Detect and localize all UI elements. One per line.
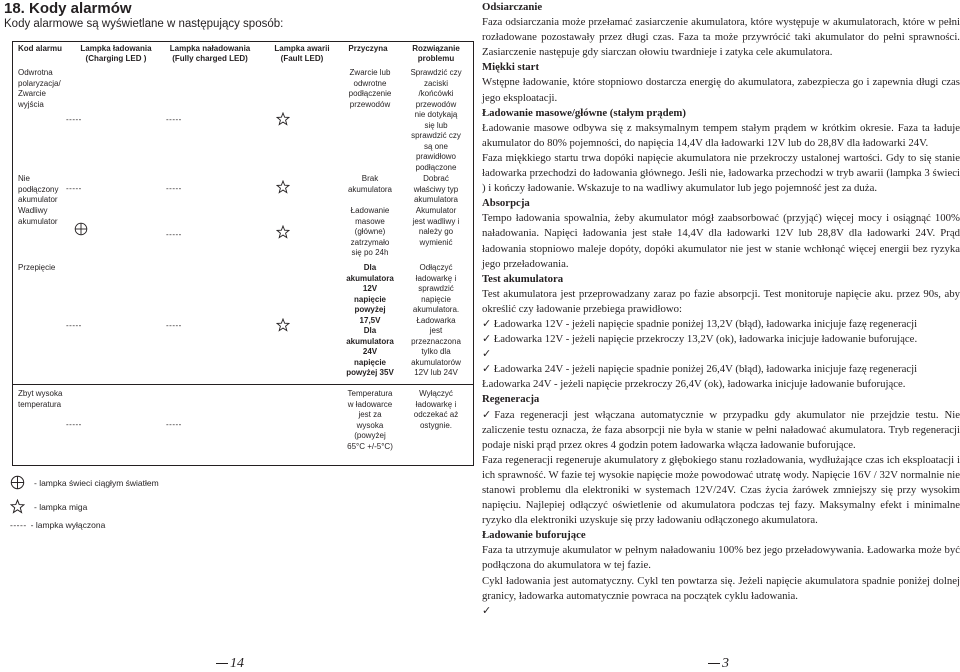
cell-line: akumulatora. [412,305,460,314]
legend-off [10,520,105,530]
blink-star-icon [10,499,25,514]
cell-line: temperatura [18,399,62,409]
header-charged-led: Lampka naładowania (Fully charged LED) [169,44,251,63]
cell-line: powyżej [354,305,386,314]
cell-line: zatrzymało [350,237,390,247]
legend-solid-label: - lampka świeci ciągłym światłem [34,477,159,488]
charged-led-off: ----- [166,115,182,124]
cell-line: przewodów [415,99,457,109]
cell-line: tylko dla [421,347,451,356]
cell-line: 17,5V [359,315,381,325]
cell-line: Sprawdzić czy [410,68,462,77]
cell-line: ładowarkę i [415,273,457,283]
cell-line: jest [429,326,443,335]
solution-battery-disconnected [401,174,471,206]
charging-led-off: ----- [66,184,82,193]
cell-line: są one [423,141,449,151]
blink-star-icon [276,225,290,239]
cell-line: masowe [355,216,385,226]
cell-line: Wyłączyć [419,389,453,398]
cell-line: podłączenie [348,89,392,98]
cell-line: odwrotne [353,78,387,88]
blink-star-icon [276,318,290,332]
header-cause: Przyczyna [348,44,388,53]
checklist-item: ✓ Ładowarka 12V - jeżeli napięcie przekroczy 13,2V (ok), ładowarka inicjuje ładowanie buforujące. [482,333,918,346]
section-heading: Miękki start [482,61,540,74]
cell-line: Wadliwy [18,206,48,215]
cause-faulty-battery [344,206,396,259]
section-heading: Ładowanie masowe/główne (stałym prądem) [482,106,686,119]
cell-line: sprawdzić [418,284,454,293]
alarm-code-overtemperature [18,389,76,410]
solution-reverse-polarity [401,68,471,173]
section-heading: Odsiarczanie [482,1,543,13]
cell-line: w ładowarce [347,399,393,409]
cause-overvoltage [344,263,396,379]
paragraph: Faza odsiarczania może przełamać zasiarczenie akumulatora, które występuje w akumulatorach, które w pełni rozładowane pozostawały przez długi czas. Faza ta może przywrócić taki akumulator do pełni sprawności. Zasiarczenie następuje gdy siarczan ołowiu twardnieje i zatyka cele akumulatora. [482,16,960,59]
legend-off-label: - lampka wyłączona [30,520,106,530]
legend-blink [10,499,87,514]
right-page [482,0,960,672]
charged-led-off: ----- [166,184,182,193]
cell-line: Zwarcie lub [349,68,391,77]
section-intro: Kody alarmowe są wyświetlane w następujący sposób: [4,18,284,30]
section-heading: Ładowanie buforujące [482,529,586,542]
solid-light-icon [10,475,25,490]
cell-line: akumulatora [413,195,459,204]
cause-reverse-polarity [344,68,396,110]
cell-line: polaryzacja/ [18,78,61,88]
cell-line: akumulatora [347,184,393,194]
cell-line: Nie [18,174,31,183]
blink-star-icon [276,180,290,194]
cell-line: akumulatora [346,336,394,346]
paragraph: Tempo ładowania spowalnia, żeby akumulator mógł zaabsorbować (przyjąć) więcej mocy i osiągnąć 100% naładowania. Napięci ładowania jest stałe 14,4V dla ładowarki 12V lub 28,8V dla ładowarki 24V. Prąd ładowania stopniowo maleje dopóty, dopóki akumulator nie jest w stanie wchłonąć więcej energii bez ryzyka jego przeładowania. [482,212,960,270]
cell-line: ładowarkę i [415,399,457,409]
cell-line: właściwy typ [413,184,459,194]
cell-line: Brak [361,174,379,183]
cell-line: Zwarcie [18,89,47,98]
header-alarm-code: Kod alarmu [18,44,63,53]
cell-line: ostygnie. [419,420,453,430]
cell-line: (powyżej [354,431,386,440]
section-heading: Absorpcja [482,197,530,210]
cell-line: Przepięcie [18,263,56,272]
cell-line: przewodów [349,99,391,109]
solution-overtemperature [401,389,471,431]
section-title: 18. Kody alarmów [4,0,132,17]
checklist-item: ✓ [482,604,492,617]
cell-line: /końcówki [418,89,454,98]
cell-line: prawidłowo [415,152,457,161]
cell-line: zaciski [423,78,448,88]
solid-light-icon [74,222,88,236]
cell-line: Ładowanie [350,206,390,215]
cell-line: 65°C +/-5°C) [347,441,393,451]
cell-line: się lub [424,120,448,130]
cell-line: Akumulator [415,206,457,215]
cell-line: akumulator [18,195,58,204]
paragraph: Wstępne ładowanie, które stopniowo dostarcza energię do akumulatora, zabezpiecza go i zapewnia długi czas jego eksploatacji. [482,76,960,104]
blink-star-icon [276,112,290,126]
cell-line: podłączone [415,162,457,172]
cell-line: akumulator [18,216,58,226]
solution-overvoltage [401,263,471,379]
cell-line: Dobrać [423,174,449,183]
cell-line: akumulatorów [411,357,461,367]
cell-line: akumulatora [346,273,394,283]
cause-battery-disconnected [344,174,396,195]
legend-blink-label: - lampka miga [34,501,88,512]
alarm-code-reverse-polarity [18,68,76,110]
cell-line: powyżej 35V [346,368,394,377]
charging-led-off: ----- [66,115,82,124]
charged-led-off: ----- [166,230,182,239]
header-solution: Rozwiązanie problemu [412,44,460,63]
cell-line: wysoka [356,420,384,430]
charged-led-off: ----- [166,420,182,429]
legend-off-symbol: ----- [10,520,27,530]
cell-line: nie dotykają [414,110,458,119]
right-page-body [482,0,960,619]
header-charging-led: Lampka ładowania (Charging LED ) [80,44,152,63]
section-heading: Regeneracja [482,393,540,406]
paragraph: Cykl ładowania jest automatyczny. Cykl ten powtarza się. Jeżeli napięcie akumulatora spadnie poniżej dolnej granicy, ładowarka automatycznie powraca na początek cyklu ładowania. [482,574,960,602]
left-page-number: 14 [216,656,244,672]
paragraph: Ładowanie masowe odbywa się z maksymalnym tempem stałym prądem w krótkim okresie. Faza ta ładuje akumulator do 80% pojemności, do napięcia 14,4V dla ładowarki 12V lub do 28,8V dla ładowarki 24V. [482,121,960,149]
right-page-number: 3 [708,656,729,672]
cell-line: jest wadliwy i [412,216,460,226]
cell-line: należy go [418,227,454,236]
cell-line: napięcie [353,294,386,304]
checklist-item: ✓Faza regeneracji jest włączana automatycznie w przypadku gdy akumulator nie przejdzie testu. Nie zaliczenie testu oznacza, że faza absorpcji nie była w stanie w pełni naładować akumulatora. Tryb regeneracji podaje niski prąd przez okres 4 godzin potem ładowarka włącza ładowanie buforujące. [482,408,960,451]
cell-line: podłączony [18,184,59,194]
paragraph: Faza ta utrzymuje akumulator w pełnym naładowaniu 100% bez jego przeładowywania. Ładowarka może być podłączona do akumulatora w tej fazie. [482,544,960,572]
cell-line: wyjścia [18,99,44,109]
cell-line: 12V [362,284,378,293]
solution-faulty-battery [401,206,471,248]
cause-overtemperature [344,389,396,452]
cell-line: Temperatura [347,389,393,398]
paragraph: Faza regeneracji regeneruje akumulatory z głębokiego stanu rozładowania, wydłużające czas ich eksploatacji i ich sprawność. W fazie tej wysokie napięcie może powodować utratę wody. Napięcie 16V / 32V normalnie nie stanowi problemu dla elektroniki w systemach 12V/24V. Czas życia żarówek zmniejszy się przy wysokim napięciu. Najlepiej odłączyć oświetlenie od akumulatora podczas tej fazy. Maksymalny efekt i minimalne ryzyko dla elektroniki uzyskuje się przy ładowaniu odłączonego akumulatora. [482,453,960,527]
paragraph: Test akumulatora jest przeprowadzany zaraz po fazie absorpcji. Test monitoruje napięcie aku. przez 90s, aby określić czy ładowanie przebiega prawidłowo: [482,287,960,315]
alarm-code-faulty-battery [18,206,76,227]
charging-led-off: ----- [66,420,82,429]
charged-led-off: ----- [166,321,182,330]
checklist-item: Ładowarka 24V - jeżeli napięcie przekroczy 26,4V (ok), ładowarka inicjuje ładowanie buforujące. [482,378,906,391]
cell-line: przeznaczona [411,336,461,346]
section-heading: Test akumulatora [482,272,564,285]
cell-line: (główne) [354,227,386,236]
cell-line: się po 24h [351,248,389,257]
cell-line: Zbyt wysoka [18,389,63,398]
cell-line: Ładowarka [416,315,456,325]
cell-line: jest za [358,410,382,419]
cell-line: 24V [362,347,378,356]
cell-line: wymienić [419,237,453,247]
checklist-item: ✓ Ładowarka 24V - jeżeli napięcie spadnie poniżej 26,4V (błąd), ładowarka inicjuje fazę regeneracji [482,363,918,376]
cell-line: odczekać aż [413,410,459,419]
table-row-divider [12,384,474,385]
cell-line: sprawdzić czy [411,131,461,140]
cell-line: Odłączyć [419,263,453,272]
cell-line: Dla [363,263,377,272]
checklist-item: ✓ Ładowarka 12V - jeżeli napięcie spadnie poniżej 13,2V (błąd), ładowarka inicjuje fazę regeneracji [482,317,918,330]
alarm-code-overvoltage [18,263,76,274]
paragraph: Faza miękkiego startu trwa dopóki napięcie akumulatora nie przekroczy ustalonej wartości. Gdy to się stanie ładowarka przechodzi do ładowania głównego. Jeśli nie, ładowarka przechodzi w tryb awarii (lampka 3 świeci ) i kończy ładowanie. Wskazuje to na wadliwy akumulator lub jego pojemność jest za duża. [482,151,960,195]
cell-line: Dla [363,326,377,335]
cell-line: napięcie [421,294,451,304]
charging-led-off: ----- [66,321,82,330]
legend-solid [10,475,159,490]
header-fault-led: Lampka awarii (Fault LED) [274,44,330,63]
cell-line: 12V lub 24V [414,368,458,377]
cell-line: napięcie [353,357,386,367]
cell-line: Odwrotna [18,68,53,77]
checklist-item: ✓ [482,348,492,361]
